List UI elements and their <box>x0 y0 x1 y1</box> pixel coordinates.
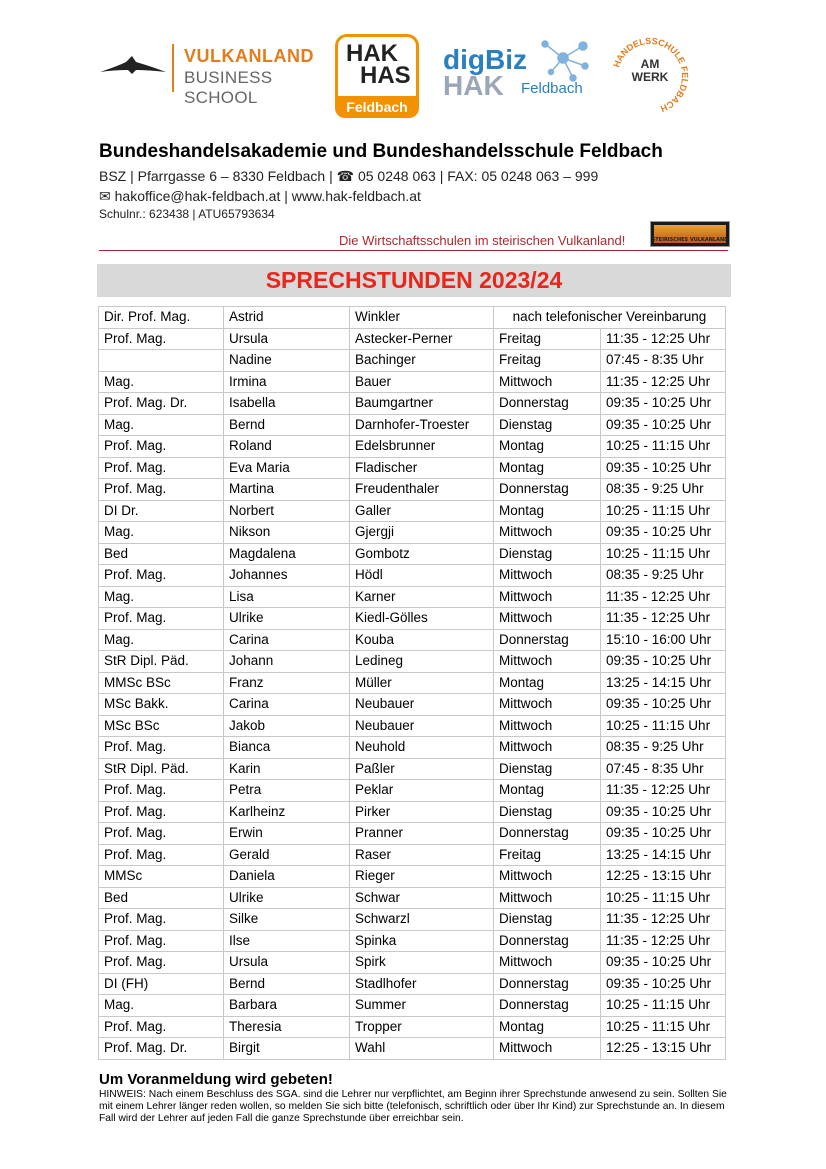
cell-last-name: Tropper <box>350 1016 494 1038</box>
cell-last-name: Edelsbrunner <box>350 436 494 458</box>
cell-time: 07:45 - 8:35 Uhr <box>601 758 726 780</box>
cell-time: 15:10 - 16:00 Uhr <box>601 629 726 651</box>
cell-day: Mittwoch <box>494 737 601 759</box>
cell-last-name: Spirk <box>350 952 494 974</box>
vulkanland-logo <box>650 221 730 247</box>
cell-first-name: Karlheinz <box>224 801 350 823</box>
cell-title: Mag. <box>99 414 224 436</box>
cell-last-name: Bauer <box>350 371 494 393</box>
table-row <box>99 995 726 1017</box>
cell-day: Mittwoch <box>494 565 601 587</box>
cell-title: Prof. Mag. <box>99 930 224 952</box>
cell-first-name: Norbert <box>224 500 350 522</box>
cell-first-name: Bernd <box>224 973 350 995</box>
cell-last-name: Raser <box>350 844 494 866</box>
cell-last-name: Pranner <box>350 823 494 845</box>
cell-last-name: Kouba <box>350 629 494 651</box>
cell-title: Prof. Mag. <box>99 844 224 866</box>
cell-time: 11:35 - 12:25 Uhr <box>601 328 726 350</box>
table-row <box>99 522 726 544</box>
cell-first-name: Ulrike <box>224 608 350 630</box>
cell-time: 09:35 - 10:25 Uhr <box>601 393 726 415</box>
cell-last-name: Galler <box>350 500 494 522</box>
cell-last-name: Fladischer <box>350 457 494 479</box>
cell-title: Prof. Mag. <box>99 436 224 458</box>
digbiz-bottom: HAK <box>443 70 504 101</box>
cell-last-name: Neubauer <box>350 715 494 737</box>
schedule-table <box>98 306 726 1060</box>
cell-title: Mag. <box>99 629 224 651</box>
cell-day: Donnerstag <box>494 973 601 995</box>
cell-title <box>99 350 224 372</box>
cell-title: Mag. <box>99 995 224 1017</box>
network-icon <box>533 36 593 86</box>
cell-day: Mittwoch <box>494 952 601 974</box>
table-row <box>99 887 726 909</box>
cell-day: Mittwoch <box>494 694 601 716</box>
table-row <box>99 328 726 350</box>
cell-first-name: Bianca <box>224 737 350 759</box>
slogan: Die Wirtschaftsschulen im steirischen Vulkanland! <box>339 233 626 248</box>
cell-first-name: Ursula <box>224 952 350 974</box>
table-row <box>99 737 726 759</box>
cell-first-name: Petra <box>224 780 350 802</box>
cell-day: Montag <box>494 500 601 522</box>
cell-last-name: Schwar <box>350 887 494 909</box>
table-row <box>99 436 726 458</box>
cell-day: Donnerstag <box>494 629 601 651</box>
cell-last-name: Peklar <box>350 780 494 802</box>
cell-first-name: Bernd <box>224 414 350 436</box>
cell-first-name: Irmina <box>224 371 350 393</box>
table-row <box>99 952 726 974</box>
cell-time: 09:35 - 10:25 Uhr <box>601 414 726 436</box>
cell-title: Mag. <box>99 586 224 608</box>
cell-title: MMSc <box>99 866 224 888</box>
cell-last-name: Winkler <box>350 307 494 329</box>
hakhas-letters <box>346 40 411 89</box>
cell-time: 10:25 - 11:15 Uhr <box>601 715 726 737</box>
cell-first-name: Roland <box>224 436 350 458</box>
hak-has-feldbach-logo <box>335 34 419 118</box>
cell-title: Prof. Mag. Dr. <box>99 1038 224 1060</box>
cell-day: Donnerstag <box>494 930 601 952</box>
cell-last-name: Bachinger <box>350 350 494 372</box>
table-row <box>99 565 726 587</box>
cell-time: 12:25 - 13:15 Uhr <box>601 1038 726 1060</box>
cell-time: 11:35 - 12:25 Uhr <box>601 608 726 630</box>
table-row <box>99 715 726 737</box>
cell-title: Prof. Mag. <box>99 608 224 630</box>
cell-first-name: Erwin <box>224 823 350 845</box>
table-row <box>99 866 726 888</box>
cell-last-name: Hödl <box>350 565 494 587</box>
logo-bar <box>0 30 826 120</box>
table-row <box>99 801 726 823</box>
cell-title: MMSc BSc <box>99 672 224 694</box>
cell-last-name: Rieger <box>350 866 494 888</box>
table-row <box>99 780 726 802</box>
schulnr-line: Schulnr.: 623438 | ATU65793634 <box>99 207 275 221</box>
cell-time: 11:35 - 12:25 Uhr <box>601 930 726 952</box>
cell-title: Prof. Mag. <box>99 479 224 501</box>
cell-day: Mittwoch <box>494 586 601 608</box>
cell-title: Prof. Mag. <box>99 823 224 845</box>
cell-title: Prof. Mag. <box>99 952 224 974</box>
table-row <box>99 651 726 673</box>
cell-time: 11:35 - 12:25 Uhr <box>601 586 726 608</box>
cell-first-name: Jakob <box>224 715 350 737</box>
cell-day: Dienstag <box>494 543 601 565</box>
cell-day: Donnerstag <box>494 823 601 845</box>
cell-time: 10:25 - 11:15 Uhr <box>601 995 726 1017</box>
cell-time: 10:25 - 11:15 Uhr <box>601 1016 726 1038</box>
cell-last-name: Pirker <box>350 801 494 823</box>
cell-time: 09:35 - 10:25 Uhr <box>601 801 726 823</box>
cell-day: Mittwoch <box>494 371 601 393</box>
cell-last-name: Paßler <box>350 758 494 780</box>
vbs-line1: VULKANLAND <box>184 46 314 66</box>
ham-ring-text: HANDELSSCHULE FELDBACH <box>611 36 690 114</box>
footer-heading: Um Voranmeldung wird gebeten! <box>99 1071 333 1088</box>
cell-title: Prof. Mag. <box>99 565 224 587</box>
logo-divider <box>172 44 174 92</box>
ham-center <box>626 58 674 84</box>
cell-first-name: Martina <box>224 479 350 501</box>
cell-day: Mittwoch <box>494 522 601 544</box>
cell-first-name: Johann <box>224 651 350 673</box>
cell-title: Mag. <box>99 522 224 544</box>
cell-day: Dienstag <box>494 801 601 823</box>
cell-time: 10:25 - 11:15 Uhr <box>601 543 726 565</box>
email-line: ✉ hakoffice@hak-feldbach.at | www.hak-feldbach.at <box>99 188 421 204</box>
cell-time: 07:45 - 8:35 Uhr <box>601 350 726 372</box>
cell-time: 10:25 - 11:15 Uhr <box>601 887 726 909</box>
footer-note: HINWEIS: Nach einem Beschluss des SGA. sind die Lehrer nur verpflichtet, am Beginn ihrer Sprechstunde anwesend zu sein. Sollten Sie mit einem Lehrer länger reden wollen, so melden Sie sich bitte (telefonisch, schriftlich oder über Ihr Kind) zur Sprechstunde an. In diesem Fall wird der Lehrer auf jeden Fall die ganze Sprechstunde über erreichbar sein. <box>99 1089 727 1124</box>
cell-time: 08:35 - 9:25 Uhr <box>601 565 726 587</box>
cell-first-name: Carina <box>224 629 350 651</box>
cell-title: Prof. Mag. <box>99 328 224 350</box>
cell-time: 08:35 - 9:25 Uhr <box>601 479 726 501</box>
cell-day: Montag <box>494 780 601 802</box>
cell-title: MSc Bakk. <box>99 694 224 716</box>
cell-title: StR Dipl. Päd. <box>99 651 224 673</box>
table-row <box>99 414 726 436</box>
cell-time: 09:35 - 10:25 Uhr <box>601 651 726 673</box>
cell-first-name: Magdalena <box>224 543 350 565</box>
cell-last-name: Stadlhofer <box>350 973 494 995</box>
cell-day: Mittwoch <box>494 715 601 737</box>
cell-day: Freitag <box>494 328 601 350</box>
cell-time: 13:25 - 14:15 Uhr <box>601 844 726 866</box>
cell-first-name: Theresia <box>224 1016 350 1038</box>
cell-title: Prof. Mag. <box>99 909 224 931</box>
cell-title: StR Dipl. Päd. <box>99 758 224 780</box>
cell-first-name: Ulrike <box>224 887 350 909</box>
cell-first-name: Barbara <box>224 995 350 1017</box>
cell-last-name: Baumgartner <box>350 393 494 415</box>
cell-time: 11:35 - 12:25 Uhr <box>601 371 726 393</box>
cell-title: Prof. Mag. Dr. <box>99 393 224 415</box>
cell-title: Bed <box>99 543 224 565</box>
table-row <box>99 930 726 952</box>
cell-first-name: Franz <box>224 672 350 694</box>
cell-first-name: Astrid <box>224 307 350 329</box>
cell-day: Dienstag <box>494 414 601 436</box>
cell-time: 09:35 - 10:25 Uhr <box>601 457 726 479</box>
cell-day: Montag <box>494 436 601 458</box>
table-row <box>99 629 726 651</box>
cell-day: Mittwoch <box>494 608 601 630</box>
cell-time: 11:35 - 12:25 Uhr <box>601 909 726 931</box>
table-row <box>99 758 726 780</box>
cell-time: 12:25 - 13:15 Uhr <box>601 866 726 888</box>
table-row <box>99 823 726 845</box>
address-line: BSZ | Pfarrgasse 6 – 8330 Feldbach | ☎ 05 0248 063 | FAX: 05 0248 063 – 999 <box>99 168 599 184</box>
cell-day: Donnerstag <box>494 479 601 501</box>
bird-icon <box>100 52 166 80</box>
cell-first-name: Isabella <box>224 393 350 415</box>
cell-day: Donnerstag <box>494 393 601 415</box>
table-row <box>99 393 726 415</box>
cell-time: 09:35 - 10:25 Uhr <box>601 973 726 995</box>
cell-title: Mag. <box>99 371 224 393</box>
table-row <box>99 307 726 329</box>
table-row <box>99 909 726 931</box>
cell-title: DI Dr. <box>99 500 224 522</box>
table-row <box>99 457 726 479</box>
table-row <box>99 350 726 372</box>
cell-first-name: Gerald <box>224 844 350 866</box>
cell-title: Prof. Mag. <box>99 1016 224 1038</box>
cell-last-name: Neubauer <box>350 694 494 716</box>
cell-last-name: Ledineg <box>350 651 494 673</box>
cell-note: nach telefonischer Vereinbarung <box>494 307 726 329</box>
cell-first-name: Johannes <box>224 565 350 587</box>
cell-first-name: Carina <box>224 694 350 716</box>
table-row <box>99 672 726 694</box>
cell-day: Montag <box>494 1016 601 1038</box>
page-title: SPRECHSTUNDEN 2023/24 <box>97 264 731 297</box>
cell-first-name: Silke <box>224 909 350 931</box>
cell-day: Freitag <box>494 350 601 372</box>
cell-first-name: Ursula <box>224 328 350 350</box>
cell-last-name: Darnhofer-Troester <box>350 414 494 436</box>
cell-last-name: Summer <box>350 995 494 1017</box>
cell-title: Bed <box>99 887 224 909</box>
cell-last-name: Schwarzl <box>350 909 494 931</box>
hakhas-top: HAK <box>346 40 398 67</box>
cell-time: 10:25 - 11:15 Uhr <box>601 436 726 458</box>
cell-title: MSc BSc <box>99 715 224 737</box>
cell-title: Dir. Prof. Mag. <box>99 307 224 329</box>
vulkanland-business-school-logo <box>100 40 314 107</box>
table-row <box>99 1016 726 1038</box>
digbiz-top: digBiz <box>443 44 527 75</box>
table-row <box>99 973 726 995</box>
cell-day: Mittwoch <box>494 651 601 673</box>
cell-time: 09:35 - 10:25 Uhr <box>601 952 726 974</box>
cell-last-name: Spinka <box>350 930 494 952</box>
cell-last-name: Kiedl-Gölles <box>350 608 494 630</box>
cell-day: Montag <box>494 457 601 479</box>
school-name: Bundeshandelsakademie und Bundeshandelsschule Feldbach <box>99 141 663 162</box>
vulkanland-logo-text: STEIRISCHES VULKANLAND <box>651 237 729 243</box>
cell-day: Mittwoch <box>494 887 601 909</box>
cell-day: Montag <box>494 672 601 694</box>
table-row <box>99 479 726 501</box>
header-divider <box>99 250 728 251</box>
cell-day: Freitag <box>494 844 601 866</box>
cell-title: DI (FH) <box>99 973 224 995</box>
cell-title: Prof. Mag. <box>99 457 224 479</box>
cell-time: 08:35 - 9:25 Uhr <box>601 737 726 759</box>
cell-title: Prof. Mag. <box>99 737 224 759</box>
cell-day: Dienstag <box>494 909 601 931</box>
ham-line2: AM <box>640 57 660 71</box>
cell-last-name: Gombotz <box>350 543 494 565</box>
cell-title: Prof. Mag. <box>99 801 224 823</box>
table-row <box>99 500 726 522</box>
cell-title: Prof. Mag. <box>99 780 224 802</box>
ham-line3: WERK <box>631 70 669 84</box>
hakhas-mid: HAS <box>360 62 411 89</box>
cell-time: 13:25 - 14:15 Uhr <box>601 672 726 694</box>
cell-first-name: Birgit <box>224 1038 350 1060</box>
cell-last-name: Wahl <box>350 1038 494 1060</box>
cell-last-name: Karner <box>350 586 494 608</box>
cell-time: 10:25 - 11:15 Uhr <box>601 500 726 522</box>
table-row <box>99 694 726 716</box>
cell-time: 11:35 - 12:25 Uhr <box>601 780 726 802</box>
cell-last-name: Gjergji <box>350 522 494 544</box>
cell-first-name: Nikson <box>224 522 350 544</box>
cell-last-name: Neuhold <box>350 737 494 759</box>
vbs-line2: BUSINESS SCHOOL <box>184 68 273 107</box>
cell-first-name: Nadine <box>224 350 350 372</box>
cell-last-name: Astecker-Perner <box>350 328 494 350</box>
handelsschule-am-werk-logo <box>610 36 690 116</box>
cell-time: 09:35 - 10:25 Uhr <box>601 694 726 716</box>
cell-first-name: Ilse <box>224 930 350 952</box>
cell-time: 09:35 - 10:25 Uhr <box>601 522 726 544</box>
table-row <box>99 543 726 565</box>
cell-last-name: Müller <box>350 672 494 694</box>
table-row <box>99 1038 726 1060</box>
cell-day: Mittwoch <box>494 866 601 888</box>
cell-day: Mittwoch <box>494 1038 601 1060</box>
digbiz-sub: Feldbach <box>521 80 583 97</box>
cell-day: Donnerstag <box>494 995 601 1017</box>
cell-time: 09:35 - 10:25 Uhr <box>601 823 726 845</box>
table-row <box>99 608 726 630</box>
table-row <box>99 371 726 393</box>
digbiz-hak-logo <box>443 36 593 106</box>
table-row <box>99 844 726 866</box>
cell-last-name: Freudenthaler <box>350 479 494 501</box>
cell-day: Dienstag <box>494 758 601 780</box>
cell-first-name: Eva Maria <box>224 457 350 479</box>
cell-first-name: Daniela <box>224 866 350 888</box>
cell-first-name: Lisa <box>224 586 350 608</box>
cell-first-name: Karin <box>224 758 350 780</box>
table-row <box>99 586 726 608</box>
hakhas-bottom: Feldbach <box>335 96 419 118</box>
